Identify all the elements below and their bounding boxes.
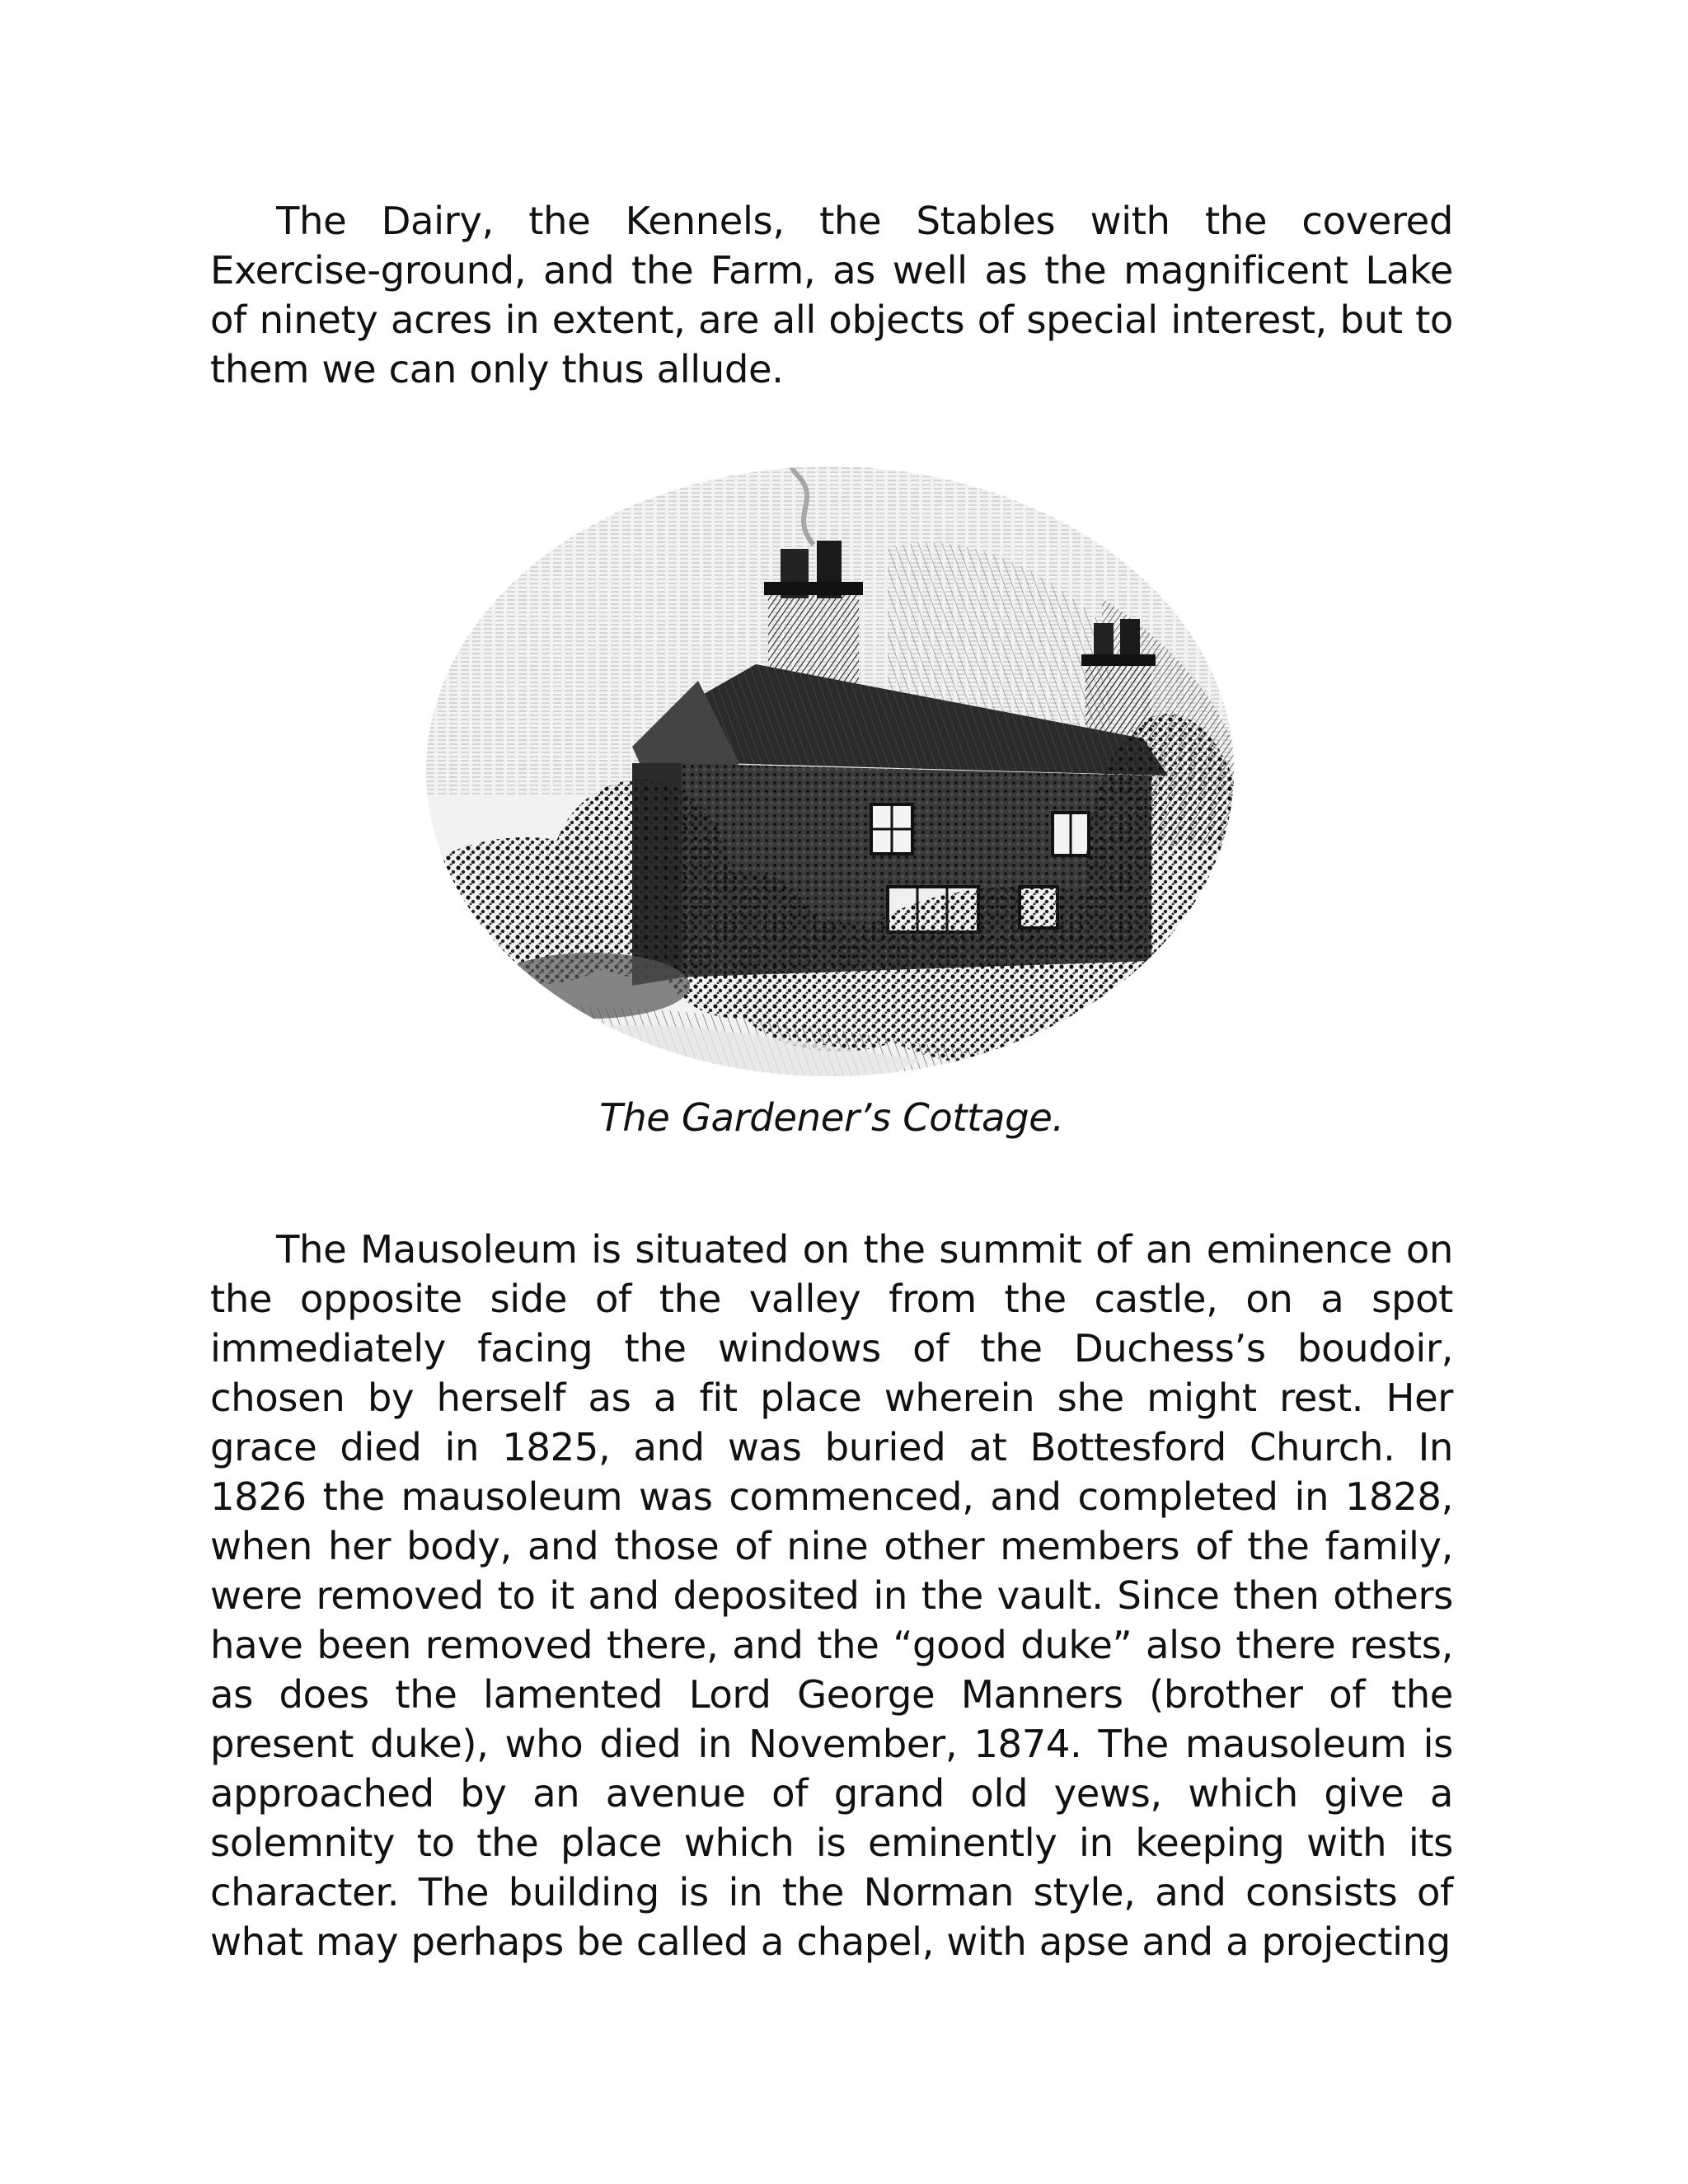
gardeners-cottage-engraving	[426, 450, 1234, 1076]
section-gap	[210, 1142, 1453, 1225]
intro-paragraph: The Dairy, the Kennels, the Stables with the covered Exercise-ground, and the Farm, as well as the magnificent Lake of ninety acres in extent, are all objects of special interest, but to them we can only thus allude.	[210, 199, 1453, 391]
mausoleum-paragraph: The Mausoleum is situated on the summit of an eminence on the opposite side of the valley from the castle, on a spot immediately facing the windows of the Duchess’s boudoir, chosen by herself as a fit place wherein she might rest. Her grace died in 1825, and was buried at Bottesford Church. In 1826 the mausoleum was commenced, and completed in 1828, when her body, and those of nine other members of the family, were removed to it and deposited in the vault. Since then others have been removed there, and the “good duke” also there rests, as does the lamented Lord George Manners (brother of the present duke), who died in November, 1874. The mausoleum is approached by an avenue of grand old yews, which give a solemnity to the place which is eminently in keeping with its character. The building is in the Norman style, and consists of what may perhaps be called a chapel, with apse and a projecting	[210, 1227, 1453, 1964]
illustration-figure	[210, 450, 1453, 1093]
figure-caption: The Gardener’s Cottage.	[599, 1095, 1064, 1140]
page-content	[210, 196, 1453, 1966]
